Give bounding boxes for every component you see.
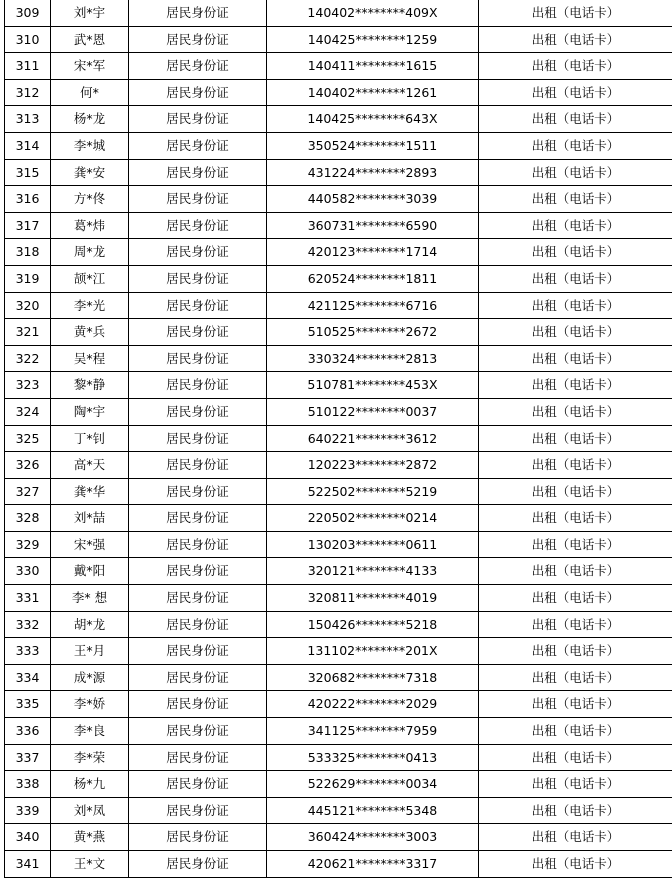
usage-cell: 出租（电话卡）: [479, 797, 672, 824]
usage-cell: 出租（电话卡）: [479, 718, 672, 745]
id-type-cell: 居民身份证: [129, 345, 267, 372]
row-number-cell: 309: [5, 0, 51, 26]
row-number-cell: 333: [5, 638, 51, 665]
row-number-cell: 339: [5, 797, 51, 824]
usage-cell: 出租（电话卡）: [479, 824, 672, 851]
id-number-cell: 420123********1714: [267, 239, 479, 266]
usage-cell: 出租（电话卡）: [479, 478, 672, 505]
id-number-cell: 360424********3003: [267, 824, 479, 851]
usage-cell: 出租（电话卡）: [479, 505, 672, 532]
row-number-cell: 329: [5, 531, 51, 558]
usage-cell: 出租（电话卡）: [479, 186, 672, 213]
table-row: [5, 398, 672, 425]
name-cell: 王*文: [51, 851, 129, 878]
name-cell: 杨*龙: [51, 106, 129, 133]
name-cell: 戴*阳: [51, 558, 129, 585]
id-number-cell: 510781********453X: [267, 372, 479, 399]
id-type-cell: 居民身份证: [129, 239, 267, 266]
id-number-cell: 420222********2029: [267, 691, 479, 718]
row-number-cell: 338: [5, 771, 51, 798]
row-number-cell: 313: [5, 106, 51, 133]
name-cell: 葛*炜: [51, 212, 129, 239]
usage-cell: 出租（电话卡）: [479, 79, 672, 106]
usage-cell: 出租（电话卡）: [479, 132, 672, 159]
id-type-cell: 居民身份证: [129, 797, 267, 824]
table-row: [5, 79, 672, 106]
id-number-cell: 120223********2872: [267, 452, 479, 479]
id-type-cell: 居民身份证: [129, 106, 267, 133]
usage-cell: 出租（电话卡）: [479, 265, 672, 292]
table-row: [5, 585, 672, 612]
id-type-cell: 居民身份证: [129, 132, 267, 159]
name-cell: 丁*钊: [51, 425, 129, 452]
name-cell: 刘*凤: [51, 797, 129, 824]
id-number-cell: 150426********5218: [267, 611, 479, 638]
id-type-cell: 居民身份证: [129, 771, 267, 798]
table-row: [5, 212, 672, 239]
id-type-cell: 居民身份证: [129, 638, 267, 665]
table-row: [5, 478, 672, 505]
table-row: [5, 265, 672, 292]
row-number-cell: 324: [5, 398, 51, 425]
table-row: [5, 851, 672, 878]
name-cell: 李*光: [51, 292, 129, 319]
id-type-cell: 居民身份证: [129, 186, 267, 213]
name-cell: 成*源: [51, 664, 129, 691]
name-cell: 李*城: [51, 132, 129, 159]
row-number-cell: 321: [5, 319, 51, 346]
name-cell: 胡*龙: [51, 611, 129, 638]
usage-cell: 出租（电话卡）: [479, 638, 672, 665]
table-row: [5, 611, 672, 638]
name-cell: 杨*九: [51, 771, 129, 798]
id-type-cell: 居民身份证: [129, 0, 267, 26]
id-type-cell: 居民身份证: [129, 319, 267, 346]
table-row: [5, 638, 672, 665]
name-cell: 王*月: [51, 638, 129, 665]
name-cell: 宋*军: [51, 53, 129, 80]
usage-cell: 出租（电话卡）: [479, 0, 672, 26]
id-type-cell: 居民身份证: [129, 398, 267, 425]
name-cell: 龚*华: [51, 478, 129, 505]
id-number-cell: 140425********643X: [267, 106, 479, 133]
table-row: [5, 824, 672, 851]
row-number-cell: 340: [5, 824, 51, 851]
name-cell: 陶*宇: [51, 398, 129, 425]
table-row: [5, 26, 672, 53]
table-row: [5, 0, 672, 26]
id-number-cell: 522629********0034: [267, 771, 479, 798]
row-number-cell: 315: [5, 159, 51, 186]
row-number-cell: 322: [5, 345, 51, 372]
id-type-cell: 居民身份证: [129, 452, 267, 479]
usage-cell: 出租（电话卡）: [479, 585, 672, 612]
id-number-cell: 140402********409X: [267, 0, 479, 26]
table-row: [5, 372, 672, 399]
row-number-cell: 310: [5, 26, 51, 53]
id-type-cell: 居民身份证: [129, 53, 267, 80]
usage-cell: 出租（电话卡）: [479, 372, 672, 399]
row-number-cell: 325: [5, 425, 51, 452]
row-number-cell: 323: [5, 372, 51, 399]
id-number-cell: 445121********5348: [267, 797, 479, 824]
id-number-cell: 341125********7959: [267, 718, 479, 745]
usage-cell: 出租（电话卡）: [479, 531, 672, 558]
id-type-cell: 居民身份证: [129, 425, 267, 452]
table-row: [5, 319, 672, 346]
name-cell: 武*恩: [51, 26, 129, 53]
usage-cell: 出租（电话卡）: [479, 452, 672, 479]
id-type-cell: 居民身份证: [129, 718, 267, 745]
id-number-cell: 620524********1811: [267, 265, 479, 292]
table-row: [5, 132, 672, 159]
table-row: [5, 159, 672, 186]
row-number-cell: 312: [5, 79, 51, 106]
table-row: [5, 531, 672, 558]
table-row: [5, 452, 672, 479]
usage-cell: 出租（电话卡）: [479, 239, 672, 266]
name-cell: 龚*安: [51, 159, 129, 186]
row-number-cell: 330: [5, 558, 51, 585]
table-row: [5, 505, 672, 532]
row-number-cell: 314: [5, 132, 51, 159]
name-cell: 何*: [51, 79, 129, 106]
id-type-cell: 居民身份证: [129, 558, 267, 585]
table-row: [5, 691, 672, 718]
id-type-cell: 居民身份证: [129, 691, 267, 718]
usage-cell: 出租（电话卡）: [479, 159, 672, 186]
id-number-cell: 440582********3039: [267, 186, 479, 213]
id-number-cell: 510525********2672: [267, 319, 479, 346]
id-type-cell: 居民身份证: [129, 478, 267, 505]
name-cell: 刘*宇: [51, 0, 129, 26]
table-row: [5, 744, 672, 771]
row-number-cell: 335: [5, 691, 51, 718]
usage-cell: 出租（电话卡）: [479, 53, 672, 80]
table-row: [5, 425, 672, 452]
id-number-cell: 140425********1259: [267, 26, 479, 53]
usage-cell: 出租（电话卡）: [479, 744, 672, 771]
id-type-cell: 居民身份证: [129, 505, 267, 532]
id-number-cell: 533325********0413: [267, 744, 479, 771]
id-type-cell: 居民身份证: [129, 159, 267, 186]
table-row: [5, 186, 672, 213]
name-cell: 黄*兵: [51, 319, 129, 346]
name-cell: 方*佟: [51, 186, 129, 213]
name-cell: 周*龙: [51, 239, 129, 266]
id-number-cell: 640221********3612: [267, 425, 479, 452]
row-number-cell: 317: [5, 212, 51, 239]
id-number-cell: 421125********6716: [267, 292, 479, 319]
name-cell: 黎*静: [51, 372, 129, 399]
id-type-cell: 居民身份证: [129, 79, 267, 106]
row-number-cell: 331: [5, 585, 51, 612]
row-number-cell: 341: [5, 851, 51, 878]
id-number-cell: 320121********4133: [267, 558, 479, 585]
usage-cell: 出租（电话卡）: [479, 26, 672, 53]
table-row: [5, 239, 672, 266]
usage-cell: 出租（电话卡）: [479, 664, 672, 691]
name-cell: 颉*江: [51, 265, 129, 292]
id-number-cell: 431224********2893: [267, 159, 479, 186]
usage-cell: 出租（电话卡）: [479, 212, 672, 239]
id-number-cell: 350524********1511: [267, 132, 479, 159]
table-row: [5, 106, 672, 133]
name-cell: 李*良: [51, 718, 129, 745]
table-row: [5, 771, 672, 798]
usage-cell: 出租（电话卡）: [479, 425, 672, 452]
name-cell: 李* 想: [51, 585, 129, 612]
records-table-body: [5, 0, 672, 877]
id-type-cell: 居民身份证: [129, 212, 267, 239]
row-number-cell: 327: [5, 478, 51, 505]
table-row: [5, 345, 672, 372]
id-type-cell: 居民身份证: [129, 611, 267, 638]
table-row: [5, 664, 672, 691]
row-number-cell: 318: [5, 239, 51, 266]
usage-cell: 出租（电话卡）: [479, 398, 672, 425]
usage-cell: 出租（电话卡）: [479, 851, 672, 878]
row-number-cell: 326: [5, 452, 51, 479]
usage-cell: 出租（电话卡）: [479, 319, 672, 346]
row-number-cell: 319: [5, 265, 51, 292]
id-number-cell: 130203********0611: [267, 531, 479, 558]
id-number-cell: 320811********4019: [267, 585, 479, 612]
row-number-cell: 316: [5, 186, 51, 213]
id-number-cell: 140402********1261: [267, 79, 479, 106]
usage-cell: 出租（电话卡）: [479, 691, 672, 718]
id-type-cell: 居民身份证: [129, 265, 267, 292]
name-cell: 宋*强: [51, 531, 129, 558]
records-table: [4, 0, 672, 878]
usage-cell: 出租（电话卡）: [479, 292, 672, 319]
id-type-cell: 居民身份证: [129, 26, 267, 53]
id-number-cell: 330324********2813: [267, 345, 479, 372]
name-cell: 李*娇: [51, 691, 129, 718]
row-number-cell: 334: [5, 664, 51, 691]
id-type-cell: 居民身份证: [129, 372, 267, 399]
name-cell: 刘*喆: [51, 505, 129, 532]
usage-cell: 出租（电话卡）: [479, 771, 672, 798]
id-number-cell: 140411********1615: [267, 53, 479, 80]
row-number-cell: 311: [5, 53, 51, 80]
table-row: [5, 718, 672, 745]
usage-cell: 出租（电话卡）: [479, 106, 672, 133]
id-type-cell: 居民身份证: [129, 824, 267, 851]
name-cell: 黄*燕: [51, 824, 129, 851]
id-type-cell: 居民身份证: [129, 292, 267, 319]
usage-cell: 出租（电话卡）: [479, 345, 672, 372]
id-number-cell: 510122********0037: [267, 398, 479, 425]
id-type-cell: 居民身份证: [129, 664, 267, 691]
row-number-cell: 337: [5, 744, 51, 771]
id-number-cell: 131102********201X: [267, 638, 479, 665]
row-number-cell: 328: [5, 505, 51, 532]
table-row: [5, 558, 672, 585]
id-number-cell: 522502********5219: [267, 478, 479, 505]
table-row: [5, 53, 672, 80]
name-cell: 李*荣: [51, 744, 129, 771]
usage-cell: 出租（电话卡）: [479, 558, 672, 585]
id-number-cell: 320682********7318: [267, 664, 479, 691]
table-row: [5, 292, 672, 319]
id-type-cell: 居民身份证: [129, 744, 267, 771]
row-number-cell: 320: [5, 292, 51, 319]
id-number-cell: 220502********0214: [267, 505, 479, 532]
table-row: [5, 797, 672, 824]
row-number-cell: 332: [5, 611, 51, 638]
row-number-cell: 336: [5, 718, 51, 745]
id-type-cell: 居民身份证: [129, 851, 267, 878]
name-cell: 吴*程: [51, 345, 129, 372]
id-type-cell: 居民身份证: [129, 585, 267, 612]
id-number-cell: 360731********6590: [267, 212, 479, 239]
usage-cell: 出租（电话卡）: [479, 611, 672, 638]
id-number-cell: 420621********3317: [267, 851, 479, 878]
id-type-cell: 居民身份证: [129, 531, 267, 558]
name-cell: 高*天: [51, 452, 129, 479]
